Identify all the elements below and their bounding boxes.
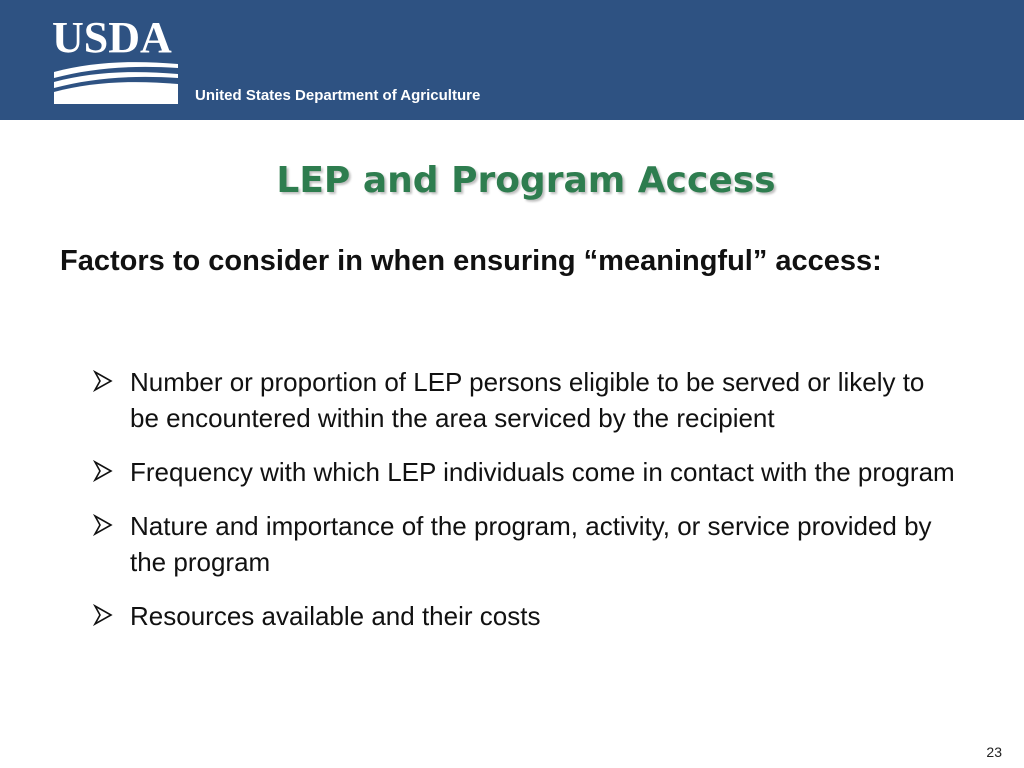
bullet-item [90,598,970,634]
bullet-item [90,364,950,436]
arrow-bullet-icon [92,604,114,626]
bullet-text: Frequency with which LEP individuals come in contact with the program [130,457,955,487]
usda-logo-text: USDA [52,13,172,62]
bullet-text: Nature and importance of the program, activity, or service provided by the program [130,511,932,577]
bullet-item [90,508,970,580]
department-name: United States Department of Agriculture [195,87,481,104]
lead-text: Factors to consider in when ensuring “meaningful” access: [60,245,882,277]
usda-logo [52,13,180,106]
slide-title: LEP and Program Access [276,160,776,201]
bullet-list [90,364,970,652]
usda-swoosh-icon [52,60,180,106]
bullet-text: Number or proportion of LEP persons eligible to be served or likely to be encountered within the area serviced by the recipient [130,367,925,433]
arrow-bullet-icon [92,370,114,392]
bullet-item [90,454,970,490]
arrow-bullet-icon [92,514,114,536]
header-banner [0,0,1024,120]
bullet-text: Resources available and their costs [130,601,541,631]
arrow-bullet-icon [92,460,114,482]
page-number: 23 [986,744,1002,760]
